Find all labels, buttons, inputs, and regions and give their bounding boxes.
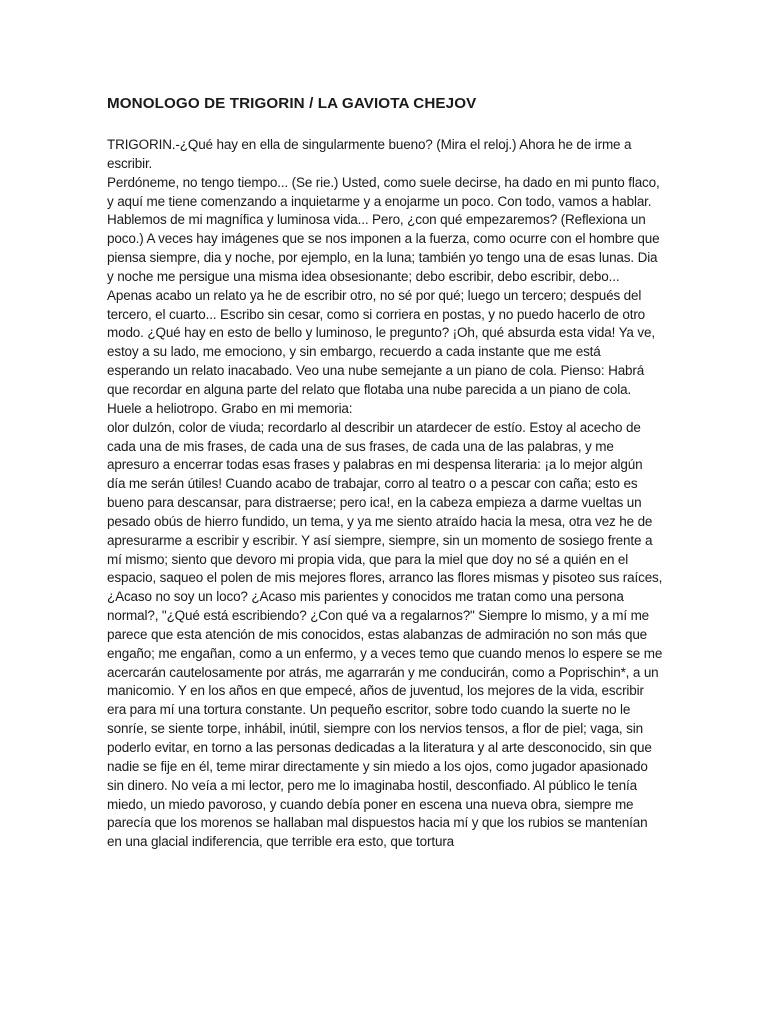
paragraph: olor dulzón, color de viuda; recordarlo al describir un atardecer de estío. Estoy al acecho de cada una de mis frases, de cada una de sus frases, de cada una de las palabras, y me apresuro a encerrar todas esas frases y palabras en mi despensa literaria: ¡a lo mejor algún día me serán útiles! Cuando acabo de trabajar, corro al teatro o a pescar con caña; esto es bueno para descansar, para distraerse; pero ica!, en la cabeza empieza a darme vueltas un pesado obús de hierro fundido, un tema, y ya me siento atraído hacia la mesa, otra vez he de apresurarme a escribir y escribir. Y así siempre, siempre, sin un momento de sosiego frente a mí mismo; siento que devoro mi propia vida, que para la miel que doy no sé a quién en el espacio, saqueo el polen de mis mejores flores, arranco las flores mismas y pisoteo sus raíces, ¿Acaso no soy un loco? ¿Acaso mis parientes y conocidos me tratan como una persona normal?, "¿Qué está escribiendo? ¿Con qué va a regalarnos?" Siempre lo mismo, y a mí me parece que esta atención de mis conocidos, estas alabanzas de admiración no son más que engaño; me engañan, como a un enfermo, y a veces temo que cuando menos lo espere se me acercarán cautelosamente por atrás, me agarrarán y me conducirán, como a Poprischin*, a un manicomio. Y en los años en que empecé, años de juventud, los mejores de la vida, escribir era para mí una tortura constante. Un pequeño escritor, sobre todo cuando la suerte no le sonríe, se siente torpe, inhábil, inútil, siempre con los nervios tensos, a flor de piel; vaga, sin poderlo evitar, en torno a las personas dedicadas a la literatura y al arte desconocido, sin que nadie se fije en él, teme mirar directamente y sin miedo a los ojos, como jugador apasionado sin dinero. No veía a mi lector, pero me lo imaginaba hostil, desconfiado. Al público le tenía miedo, un miedo pavoroso, y cuando debía poner en escena una nueva obra, siempre me parecía que los morenos se hallaban mal dispuestos hacia mí y que los rubios se mantenían en una glacial indiferencia, que terrible era esto, que tortura — [107, 419, 663, 850]
document-body — [107, 136, 663, 852]
paragraph: TRIGORIN.-¿Qué hay en ella de singularmente bueno? (Mira el reloj.) Ahora he de irme a escribir. — [107, 137, 632, 171]
document-content — [107, 94, 663, 852]
paragraph: Apenas acabo un relato ya he de escribir otro, no sé por qué; luego un tercero; después del tercero, el cuarto... Escribo sin cesar, como si corriera en postas, y no puedo hacerlo de otro modo. ¿Qué hay en esto de bello y luminoso, le pregunto? ¡Oh, qué absurda esta vida! Ya ve, estoy a su lado, me emociono, y sin embargo, recuerdo a cada instante que me está esperando un relato inacabado. Veo una nube semejante a un piano de cola. Pienso: Habrá que recordar en alguna parte del relato que flotaba una nube parecida a un piano de cola. Huele a heliotropo. Grabo en mi memoria: — [107, 287, 655, 416]
document-title: MONOLOGO DE TRIGORIN / LA GAVIOTA CHEJOV — [107, 95, 477, 112]
paragraph: Perdóneme, no tengo tiempo... (Se rie.) Usted, como suele decirse, ha dado en mi punto flaco, y aquí me tiene comenzando a inquietarme y a enojarme un poco. Con todo, vamos a hablar. Hablemos de mi magnífica y luminosa vida... Pero, ¿con qué empezaremos? (Reflexiona un poco.) A veces hay imágenes que se nos imponen a la fuerza, como ocurre con el hombre que piensa siempre, dia y noche, por ejemplo, en la luna; también yo tengo una de esas lunas. Dia y noche me persigue una misma idea obsesionante; debo escribir, debo escribir, debo... — [107, 174, 660, 284]
